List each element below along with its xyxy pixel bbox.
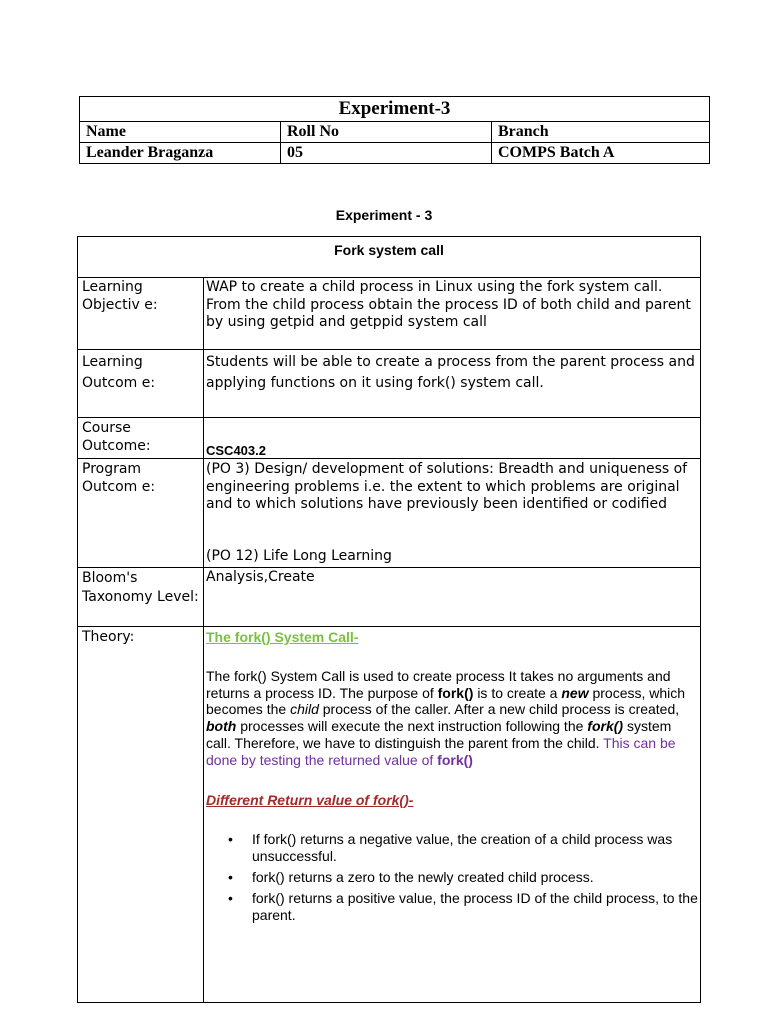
subheading: Experiment - 3 <box>335 207 433 223</box>
row-label-objective: Learning Objectiv e: <box>82 279 158 313</box>
header-val-roll: 05 <box>281 143 492 164</box>
row-label-outcome: Learning Outcom e: <box>82 354 156 391</box>
return-value-list <box>206 831 700 923</box>
row-label-bloom: Bloom's Taxonomy Level: <box>82 570 199 605</box>
row-label-course: Course Outcome: <box>82 420 151 454</box>
row-value-outcome: Students will be able to create a process from the parent process and applying functions on it using fork() system call. <box>206 354 695 391</box>
row-value-program-2: (PO 12) Life Long Learning <box>206 548 392 564</box>
theory-heading-2: Different Return value of fork()- <box>206 791 414 808</box>
row-value-program: (PO 3) Design/ development of solutions: Breadth and uniqueness of engineering problems i.e. the extent to which problems are original and to which solutions have previously been identified or codified <box>206 461 688 512</box>
header-table <box>79 96 710 164</box>
row-label-program: Program Outcom e: <box>82 461 156 495</box>
theory-heading: The fork() System Call- <box>206 629 359 645</box>
theory-paragraph: The fork() System Call is used to create process It takes no arguments and returns a process ID. The purpose of fork() is to create a new process, which becomes the child process of the caller. After a new child process is created, both processes will execute the next instruction following the fork() system call. Therefore, we have to distinguish the parent from the child. This can be done by testing the returned value of fork() <box>206 667 686 768</box>
header-val-name: Leander Braganza <box>80 143 281 164</box>
list-item: • If fork() returns a negative value, the creation of a child process was unsuccessful. <box>228 831 673 865</box>
row-label-theory: Theory: <box>82 629 135 645</box>
list-item: • fork() returns a positive value, the process ID of the child process, to the parent. <box>228 889 698 923</box>
header-col-name: Name <box>80 122 281 143</box>
row-value-bloom: Analysis,Create <box>206 569 315 585</box>
table-title: Fork system call <box>334 242 444 258</box>
row-value-objective: WAP to create a child process in Linux using the fork system call. From the child process obtain the process ID of both child and parent by using getpid and getppid system call <box>206 279 691 330</box>
main-table <box>77 236 701 1003</box>
row-value-course: CSC403.2 <box>206 443 266 458</box>
list-item: • fork() returns a zero to the newly created child process. <box>228 868 594 885</box>
header-title: Experiment-3 <box>80 97 710 122</box>
header-val-branch: COMPS Batch A <box>492 143 710 164</box>
header-col-roll: Roll No <box>281 122 492 143</box>
header-col-branch: Branch <box>492 122 710 143</box>
theory-cell <box>206 629 700 927</box>
